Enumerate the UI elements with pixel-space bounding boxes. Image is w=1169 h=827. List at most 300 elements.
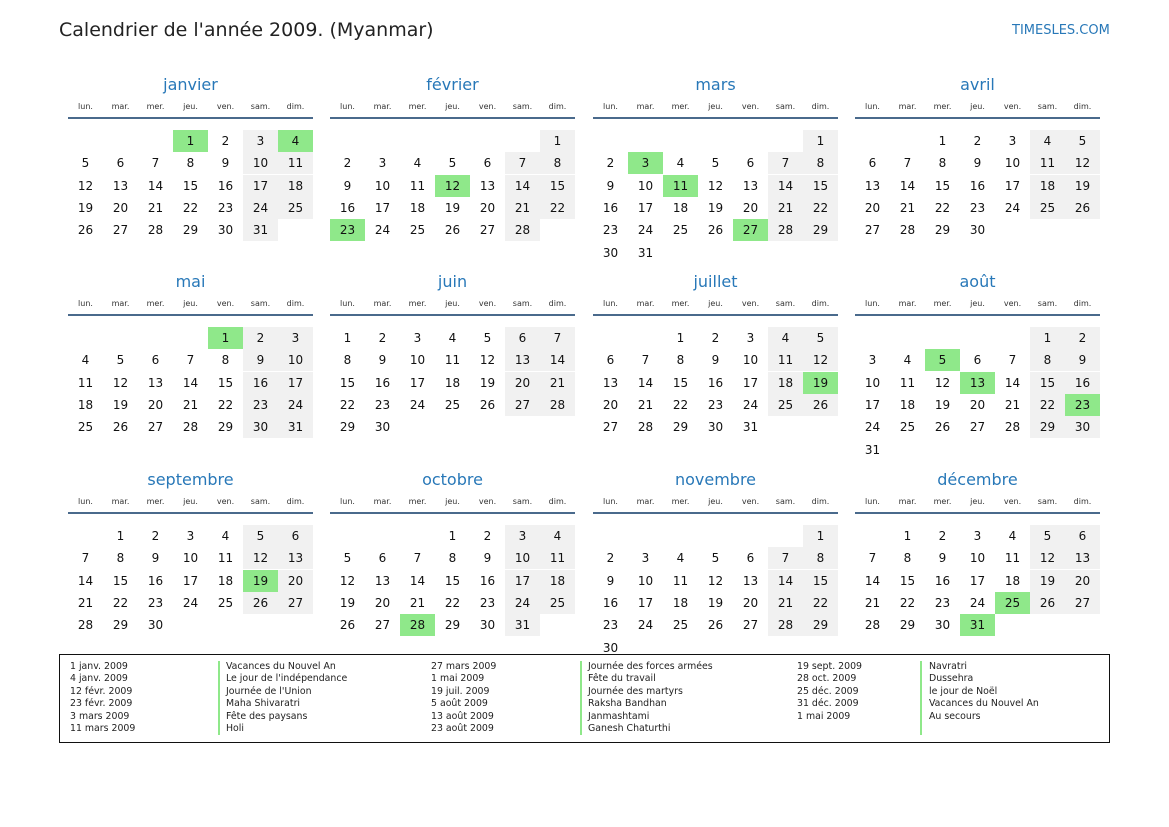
weekday-label: lun. xyxy=(603,299,618,308)
day-cell: 14 xyxy=(864,573,881,588)
day-cell: 26 xyxy=(444,223,461,238)
weekday-label: sam. xyxy=(250,102,271,111)
day-cell: 21 xyxy=(182,397,199,412)
legend-dates-col-2 xyxy=(431,661,496,735)
day-cell: 8 xyxy=(803,152,838,174)
weekday-label: ven. xyxy=(216,102,235,111)
day-cell: 13 xyxy=(374,573,391,588)
day-cell: 7 xyxy=(868,551,877,566)
day-cell: 18 xyxy=(77,397,94,412)
day-cell: 22 xyxy=(803,197,838,219)
day-cell: 15 xyxy=(540,175,575,197)
day-cell: 16 xyxy=(602,200,619,215)
legend-names-col-2 xyxy=(588,661,713,735)
month-divider xyxy=(593,314,838,316)
day-cell: 27 xyxy=(147,420,164,435)
day-cell: 12 xyxy=(339,573,356,588)
day-cell: 13 xyxy=(864,178,881,193)
day-cell: 26 xyxy=(339,618,356,633)
weekday-label: jeu. xyxy=(445,497,460,506)
day-cell: 14 xyxy=(182,375,199,390)
day-cell: 1 xyxy=(1030,327,1065,349)
legend-holiday-name: Ganesh Chaturthi xyxy=(588,722,671,734)
day-cell: 24 xyxy=(969,595,986,610)
day-cell: 9 xyxy=(711,353,720,368)
day-cell: 24 xyxy=(505,592,540,614)
legend-holiday-name: Au secours xyxy=(929,710,981,722)
day-cell: 16 xyxy=(969,178,986,193)
day-cell: 8 xyxy=(221,353,230,368)
legend-holiday-name: Vacances du Nouvel An xyxy=(226,661,336,672)
day-cell: 3 xyxy=(413,331,422,345)
day-cell: 15 xyxy=(803,570,838,592)
day-cell: 17 xyxy=(637,595,654,610)
day-cell: 6 xyxy=(505,327,540,349)
legend-holiday-name: Holi xyxy=(226,722,244,734)
holiday-day-cell: 28 xyxy=(400,614,435,636)
day-cell: 9 xyxy=(483,551,492,566)
day-cell: 12 xyxy=(243,547,278,569)
weekday-label: sam. xyxy=(250,497,271,506)
day-cell: 29 xyxy=(899,618,916,633)
day-cell: 15 xyxy=(1030,372,1065,394)
day-cell: 22 xyxy=(444,595,461,610)
day-cell: 18 xyxy=(217,573,234,588)
day-cell: 17 xyxy=(409,375,426,390)
day-cell: 8 xyxy=(903,551,912,566)
day-cell: 26 xyxy=(707,618,724,633)
weekday-label: sam. xyxy=(1037,497,1058,506)
day-cell: 8 xyxy=(343,353,352,368)
day-cell: 29 xyxy=(339,420,356,435)
day-cell: 3 xyxy=(505,525,540,547)
day-cell: 17 xyxy=(505,570,540,592)
day-cell: 6 xyxy=(151,353,160,368)
day-cell: 29 xyxy=(934,223,951,238)
weekday-label: ven. xyxy=(478,102,497,111)
weekday-label: mer. xyxy=(408,102,427,111)
day-cell: 19 xyxy=(112,397,129,412)
weekday-label: mer. xyxy=(933,102,952,111)
weekday-label: jeu. xyxy=(970,299,985,308)
day-cell: 15 xyxy=(444,573,461,588)
day-cell: 27 xyxy=(479,223,496,238)
legend-date: 13 août 2009 xyxy=(431,710,494,722)
day-cell: 21 xyxy=(505,197,540,219)
weekday-label: mar. xyxy=(898,497,917,506)
day-cell: 18 xyxy=(768,372,803,394)
day-cell: 29 xyxy=(1030,416,1065,438)
day-cell: 20 xyxy=(112,200,129,215)
day-cell: 15 xyxy=(803,175,838,197)
day-cell: 13 xyxy=(147,375,164,390)
day-cell: 29 xyxy=(112,618,129,633)
day-cell: 28 xyxy=(899,223,916,238)
weekday-label: mar. xyxy=(898,102,917,111)
month-name: juin xyxy=(437,272,468,291)
weekday-label: dim. xyxy=(811,102,830,111)
day-cell: 9 xyxy=(973,156,982,171)
legend-holiday-name: le jour de Noël xyxy=(929,685,998,697)
weekday-label: dim. xyxy=(1073,299,1092,308)
day-cell: 15 xyxy=(217,375,234,390)
day-cell: 2 xyxy=(973,134,982,148)
weekday-label: ven. xyxy=(216,299,235,308)
day-cell: 30 xyxy=(1065,416,1100,438)
weekday-label: lun. xyxy=(603,102,618,111)
day-cell: 10 xyxy=(243,152,278,174)
day-cell: 22 xyxy=(899,595,916,610)
day-cell: 20 xyxy=(505,372,540,394)
legend-holiday-name: Navratri xyxy=(929,661,968,672)
day-cell: 7 xyxy=(903,156,912,171)
day-cell: 6 xyxy=(116,156,125,171)
month-divider xyxy=(68,512,313,514)
day-cell: 6 xyxy=(606,353,615,368)
weekday-label: dim. xyxy=(286,497,305,506)
weekday-label: sam. xyxy=(775,102,796,111)
weekday-label: mer. xyxy=(671,102,690,111)
day-cell: 7 xyxy=(540,327,575,349)
day-cell: 19 xyxy=(339,595,356,610)
legend-date: 5 août 2009 xyxy=(431,698,488,710)
day-cell: 20 xyxy=(602,397,619,412)
day-cell: 9 xyxy=(343,178,352,193)
day-cell: 15 xyxy=(112,573,129,588)
day-cell: 7 xyxy=(768,547,803,569)
day-cell: 17 xyxy=(182,573,199,588)
day-cell: 5 xyxy=(1065,130,1100,152)
day-cell: 24 xyxy=(1004,200,1021,215)
day-cell: 28 xyxy=(77,618,94,633)
day-cell: 6 xyxy=(278,525,313,547)
day-cell: 14 xyxy=(899,178,916,193)
weekday-label: mer. xyxy=(933,497,952,506)
day-cell: 21 xyxy=(1004,397,1021,412)
day-cell: 28 xyxy=(147,223,164,238)
day-cell: 1 xyxy=(803,130,838,152)
day-cell: 1 xyxy=(448,529,457,543)
legend-holiday-name: Fête des paysans xyxy=(226,710,308,722)
day-cell: 26 xyxy=(479,397,496,412)
holiday-day-cell: 31 xyxy=(960,614,995,636)
day-cell: 22 xyxy=(672,397,689,412)
weekday-label: mer. xyxy=(408,299,427,308)
day-cell: 21 xyxy=(540,372,575,394)
day-cell: 16 xyxy=(1065,372,1100,394)
day-cell: 6 xyxy=(378,551,387,566)
legend-holiday-name: Raksha Bandhan xyxy=(588,698,667,710)
day-cell: 21 xyxy=(77,595,94,610)
day-cell: 25 xyxy=(217,595,234,610)
weekday-label: mar. xyxy=(111,497,130,506)
day-cell: 17 xyxy=(374,200,391,215)
day-cell: 24 xyxy=(742,397,759,412)
day-cell: 24 xyxy=(637,618,654,633)
day-cell: 7 xyxy=(768,152,803,174)
legend-date: 1 janv. 2009 xyxy=(70,661,128,672)
holiday-day-cell: 23 xyxy=(1065,394,1100,416)
day-cell: 3 xyxy=(1008,134,1017,148)
day-cell: 30 xyxy=(602,245,619,260)
day-cell: 21 xyxy=(637,397,654,412)
day-cell: 6 xyxy=(973,353,982,368)
day-cell: 9 xyxy=(606,178,615,193)
day-cell: 29 xyxy=(803,614,838,636)
day-cell: 11 xyxy=(540,547,575,569)
weekday-label: dim. xyxy=(286,299,305,308)
day-cell: 22 xyxy=(112,595,129,610)
day-cell: 7 xyxy=(186,353,195,368)
legend-names-col-3 xyxy=(929,661,1039,723)
day-cell: 30 xyxy=(934,618,951,633)
day-cell: 11 xyxy=(899,375,916,390)
weekday-label: jeu. xyxy=(183,299,198,308)
weekday-label: sam. xyxy=(1037,102,1058,111)
day-cell: 8 xyxy=(540,152,575,174)
day-cell: 22 xyxy=(1030,394,1065,416)
day-cell: 19 xyxy=(444,200,461,215)
weekday-label: mer. xyxy=(146,299,165,308)
day-cell: 26 xyxy=(1030,592,1065,614)
day-cell: 14 xyxy=(1004,375,1021,390)
day-cell: 9 xyxy=(151,551,160,566)
day-cell: 25 xyxy=(672,223,689,238)
month-divider xyxy=(855,314,1100,316)
day-cell: 10 xyxy=(742,353,759,368)
day-cell: 1 xyxy=(676,331,685,345)
day-cell: 8 xyxy=(676,353,685,368)
day-cell: 10 xyxy=(505,547,540,569)
day-cell: 14 xyxy=(637,375,654,390)
weekday-label: mer. xyxy=(933,299,952,308)
holiday-day-cell: 19 xyxy=(243,570,278,592)
day-cell: 27 xyxy=(602,420,619,435)
day-cell: 14 xyxy=(77,573,94,588)
site-link[interactable]: TIMESLES.COM xyxy=(1012,23,1110,38)
legend-date: 23 août 2009 xyxy=(431,722,494,734)
day-cell: 10 xyxy=(637,573,654,588)
holiday-day-cell: 12 xyxy=(435,175,470,197)
day-cell: 15 xyxy=(672,375,689,390)
weekday-label: lun. xyxy=(78,299,93,308)
day-cell: 12 xyxy=(1065,152,1100,174)
day-cell: 23 xyxy=(934,595,951,610)
day-cell: 7 xyxy=(151,156,160,171)
day-cell: 13 xyxy=(479,178,496,193)
month-name: octobre xyxy=(422,470,483,489)
legend-date: 1 mai 2009 xyxy=(431,673,485,685)
day-cell: 11 xyxy=(217,551,234,566)
weekday-label: ven. xyxy=(741,102,760,111)
day-cell: 21 xyxy=(409,595,426,610)
weekday-label: jeu. xyxy=(183,102,198,111)
day-cell: 16 xyxy=(374,375,391,390)
day-cell: 1 xyxy=(903,529,912,543)
day-cell: 12 xyxy=(707,573,724,588)
day-cell: 23 xyxy=(479,595,496,610)
day-cell: 1 xyxy=(343,331,352,345)
day-cell: 7 xyxy=(505,152,540,174)
day-cell: 27 xyxy=(969,420,986,435)
day-cell: 4 xyxy=(221,529,230,543)
day-cell: 14 xyxy=(540,349,575,371)
day-cell: 17 xyxy=(637,200,654,215)
day-cell: 2 xyxy=(343,156,352,171)
day-cell: 19 xyxy=(1065,175,1100,197)
day-cell: 12 xyxy=(1030,547,1065,569)
day-cell: 1 xyxy=(540,130,575,152)
day-cell: 12 xyxy=(77,178,94,193)
legend-holiday-name: Le jour de l'indépendance xyxy=(226,673,348,685)
weekday-label: dim. xyxy=(286,102,305,111)
day-cell: 22 xyxy=(217,397,234,412)
day-cell: 17 xyxy=(1004,178,1021,193)
day-cell: 19 xyxy=(707,595,724,610)
day-cell: 16 xyxy=(147,573,164,588)
weekday-label: dim. xyxy=(548,102,567,111)
day-cell: 15 xyxy=(899,573,916,588)
weekday-label: ven. xyxy=(1003,299,1022,308)
weekday-label: mar. xyxy=(636,299,655,308)
day-cell: 4 xyxy=(1008,529,1017,543)
page-title: Calendrier de l'année 2009. (Myanmar) xyxy=(59,19,434,41)
day-cell: 4 xyxy=(676,156,685,171)
day-cell: 11 xyxy=(278,152,313,174)
day-cell: 20 xyxy=(374,595,391,610)
day-cell: 20 xyxy=(278,570,313,592)
weekday-label: dim. xyxy=(811,299,830,308)
day-cell: 16 xyxy=(602,595,619,610)
day-cell: 10 xyxy=(637,178,654,193)
day-cell: 15 xyxy=(182,178,199,193)
day-cell: 5 xyxy=(1030,525,1065,547)
weekday-label: dim. xyxy=(1073,102,1092,111)
day-cell: 3 xyxy=(278,327,313,349)
day-cell: 31 xyxy=(243,219,278,241)
month-divider xyxy=(330,512,575,514)
legend-holiday-name: Journée des martyrs xyxy=(588,685,683,697)
day-cell: 4 xyxy=(413,156,422,171)
day-cell: 11 xyxy=(672,573,689,588)
day-cell: 6 xyxy=(483,156,492,171)
day-cell: 26 xyxy=(803,394,838,416)
day-cell: 10 xyxy=(864,375,881,390)
day-cell: 24 xyxy=(409,397,426,412)
day-cell: 18 xyxy=(1030,175,1065,197)
weekday-label: jeu. xyxy=(708,102,723,111)
day-cell: 30 xyxy=(479,618,496,633)
day-cell: 16 xyxy=(479,573,496,588)
month-name: mai xyxy=(175,272,206,291)
weekday-label: ven. xyxy=(216,497,235,506)
day-cell: 2 xyxy=(483,529,492,543)
legend-date: 19 sept. 2009 xyxy=(797,661,863,672)
day-cell: 18 xyxy=(1004,573,1021,588)
day-cell: 27 xyxy=(112,223,129,238)
day-cell: 23 xyxy=(707,397,724,412)
day-cell: 2 xyxy=(221,134,230,148)
legend-date: 12 févr. 2009 xyxy=(70,685,133,697)
day-cell: 29 xyxy=(444,618,461,633)
legend-holiday-name: Dussehra xyxy=(929,673,974,685)
weekday-label: ven. xyxy=(741,299,760,308)
day-cell: 29 xyxy=(803,219,838,241)
day-cell: 18 xyxy=(409,200,426,215)
day-cell: 23 xyxy=(602,618,619,633)
day-cell: 12 xyxy=(934,375,951,390)
day-cell: 17 xyxy=(864,397,881,412)
day-cell: 2 xyxy=(151,529,160,543)
day-cell: 29 xyxy=(182,223,199,238)
month-divider xyxy=(330,314,575,316)
day-cell: 20 xyxy=(864,200,881,215)
weekday-label: jeu. xyxy=(708,299,723,308)
weekday-label: jeu. xyxy=(183,497,198,506)
day-cell: 23 xyxy=(243,394,278,416)
day-cell: 28 xyxy=(1004,420,1021,435)
day-cell: 30 xyxy=(602,640,619,655)
day-cell: 25 xyxy=(77,420,94,435)
holiday-day-cell: 4 xyxy=(278,130,313,152)
day-cell: 3 xyxy=(378,156,387,171)
day-cell: 28 xyxy=(540,394,575,416)
holiday-day-cell: 13 xyxy=(960,372,995,394)
day-cell: 10 xyxy=(182,551,199,566)
day-cell: 31 xyxy=(278,416,313,438)
day-cell: 12 xyxy=(803,349,838,371)
day-cell: 11 xyxy=(77,375,94,390)
weekday-label: dim. xyxy=(548,497,567,506)
weekday-label: lun. xyxy=(78,102,93,111)
day-cell: 8 xyxy=(1030,349,1065,371)
day-cell: 24 xyxy=(243,197,278,219)
day-cell: 31 xyxy=(864,442,881,457)
day-cell: 10 xyxy=(1004,156,1021,171)
day-cell: 28 xyxy=(505,219,540,241)
weekday-label: lun. xyxy=(865,497,880,506)
day-cell: 30 xyxy=(707,420,724,435)
day-cell: 31 xyxy=(505,614,540,636)
day-cell: 30 xyxy=(374,420,391,435)
month-divider xyxy=(855,117,1100,119)
day-cell: 4 xyxy=(768,327,803,349)
weekday-label: jeu. xyxy=(445,102,460,111)
day-cell: 26 xyxy=(77,223,94,238)
day-cell: 2 xyxy=(606,156,615,171)
weekday-label: ven. xyxy=(741,497,760,506)
day-cell: 4 xyxy=(676,551,685,566)
day-cell: 5 xyxy=(243,525,278,547)
day-cell: 31 xyxy=(637,245,654,260)
day-cell: 28 xyxy=(637,420,654,435)
holiday-day-cell: 11 xyxy=(663,175,698,197)
weekday-label: mar. xyxy=(373,299,392,308)
legend-divider xyxy=(920,661,922,735)
holiday-day-cell: 23 xyxy=(330,219,365,241)
month-name: juillet xyxy=(693,272,738,291)
day-cell: 2 xyxy=(606,551,615,566)
day-cell: 18 xyxy=(672,595,689,610)
day-cell: 27 xyxy=(505,394,540,416)
day-cell: 18 xyxy=(899,397,916,412)
weekday-label: jeu. xyxy=(445,299,460,308)
legend-date: 19 juil. 2009 xyxy=(431,685,490,697)
weekday-label: lun. xyxy=(340,102,355,111)
day-cell: 14 xyxy=(505,175,540,197)
month-divider xyxy=(68,117,313,119)
day-cell: 13 xyxy=(505,349,540,371)
